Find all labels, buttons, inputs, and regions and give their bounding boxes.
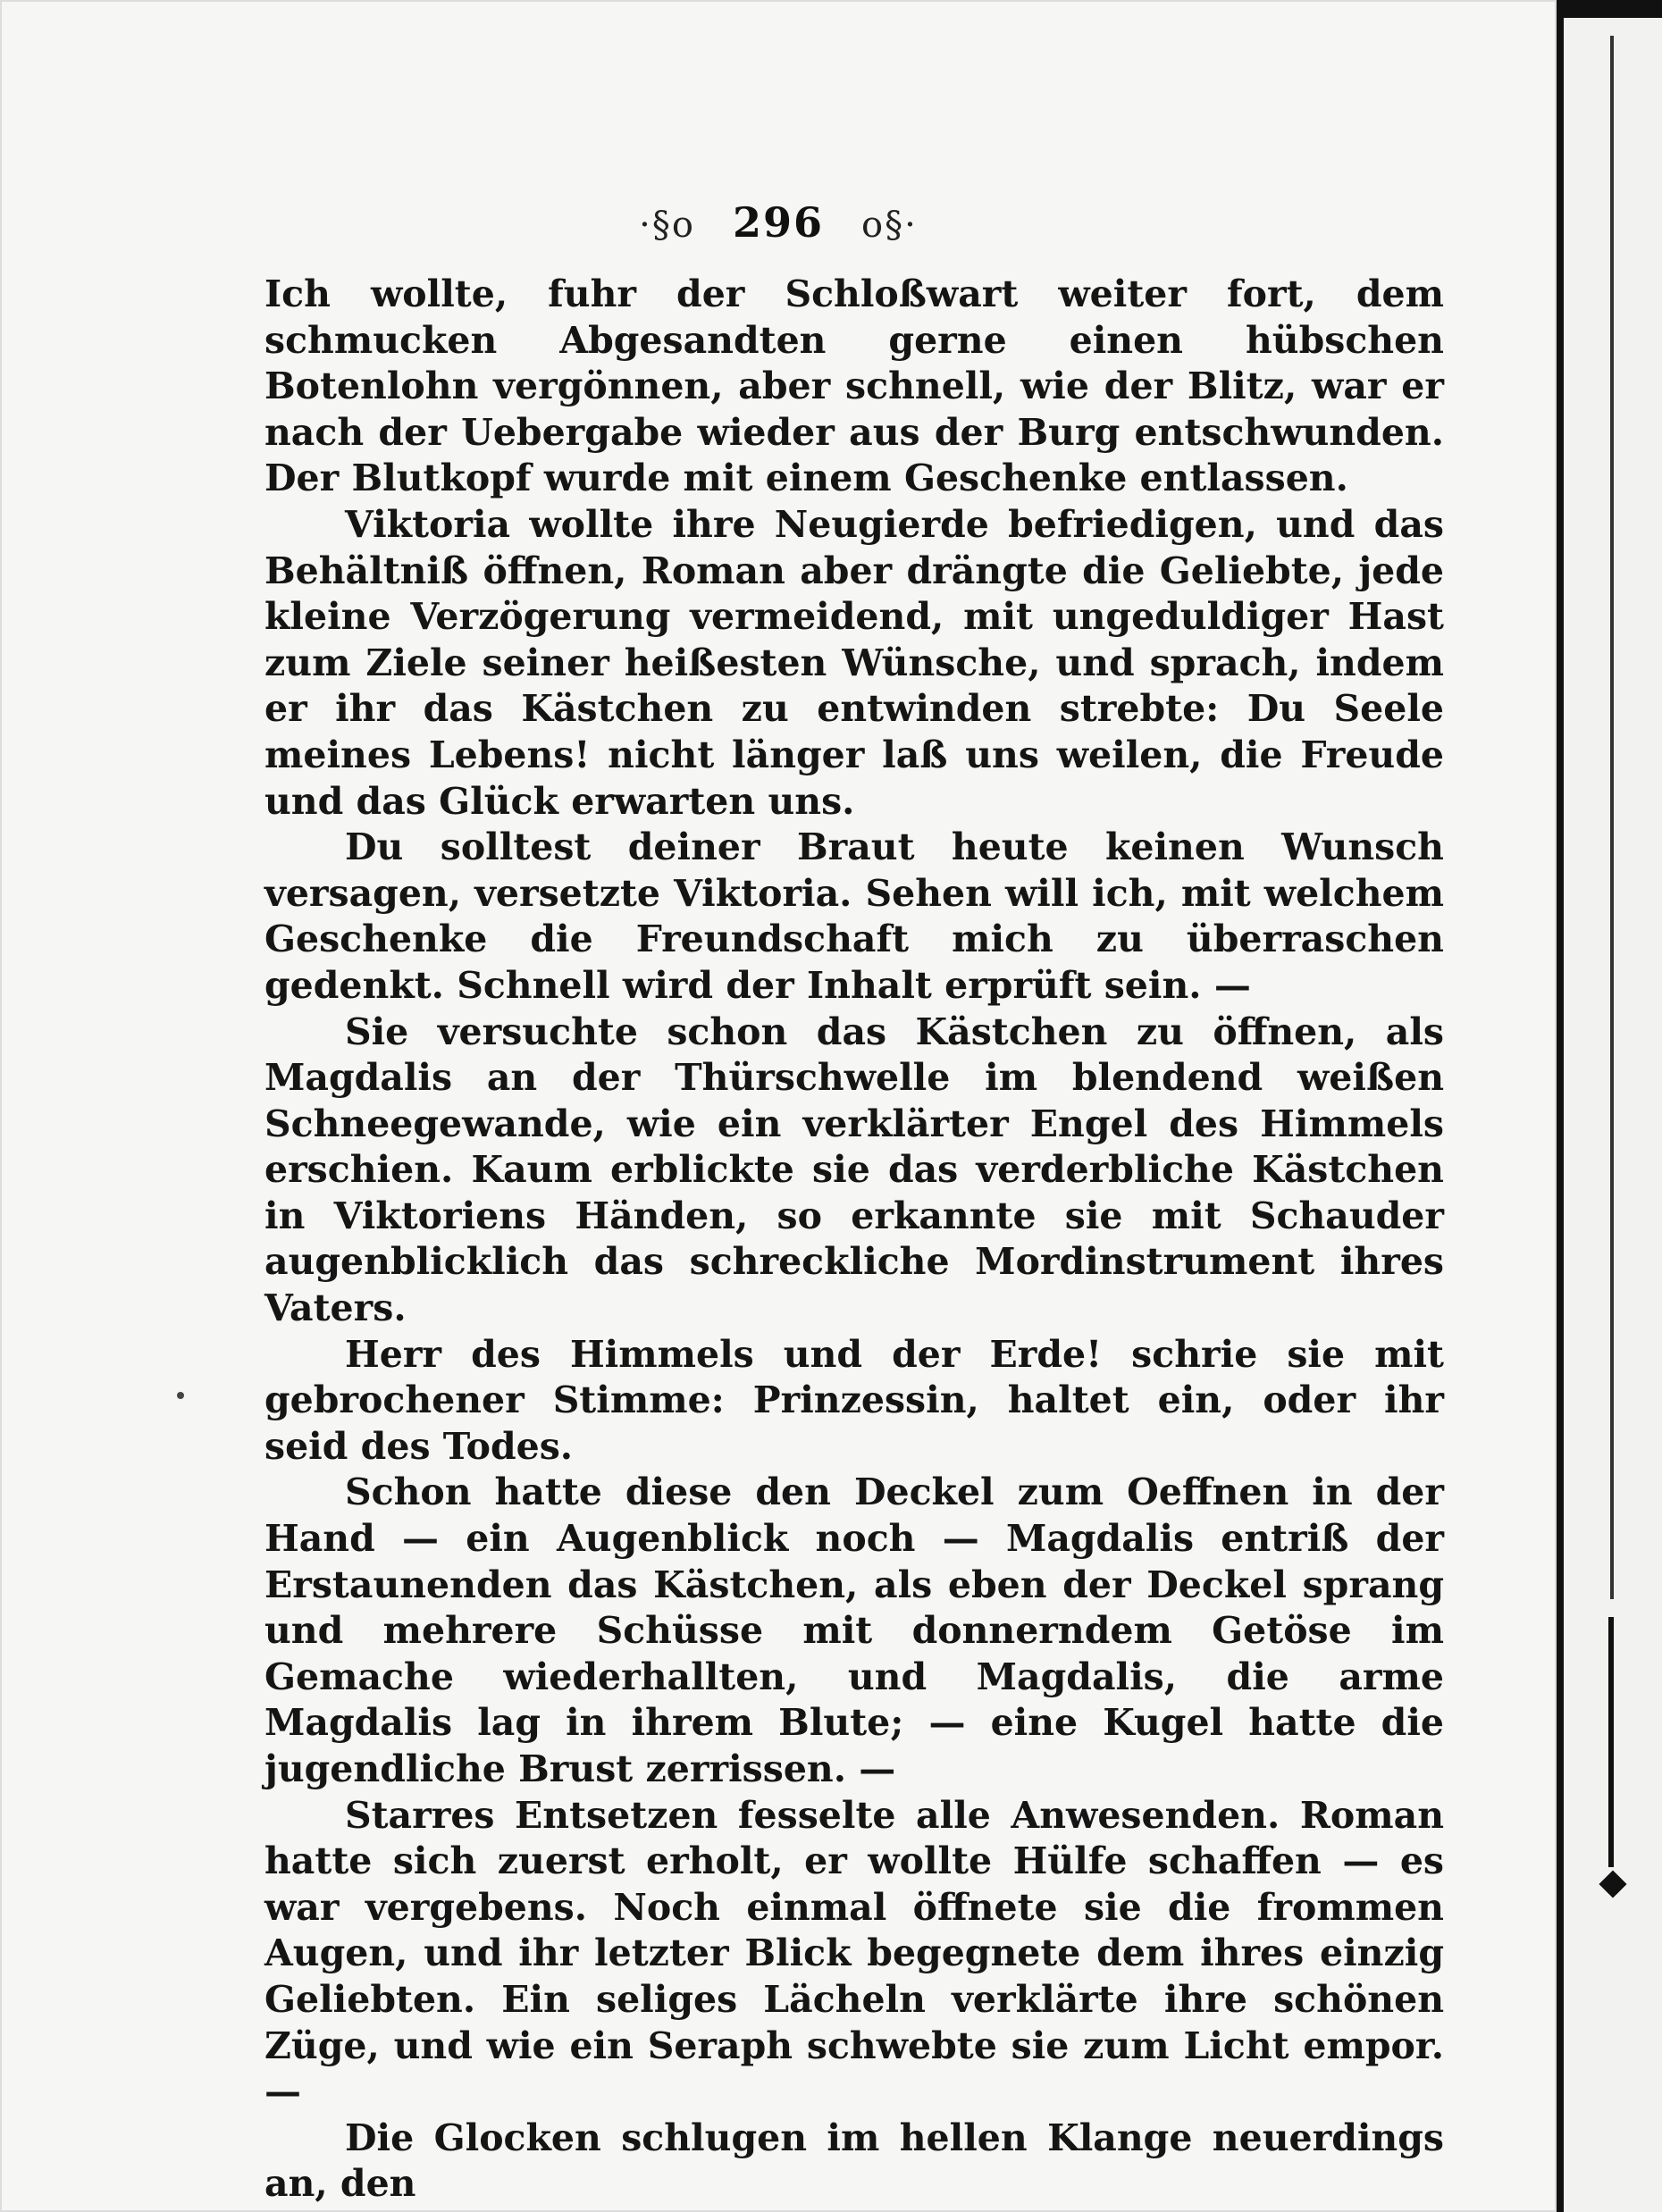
paragraph-3: Du solltest deiner Braut heute keinen Wunsch versagen, versetzte Viktoria. Sehen will ich, mit welchem Geschenke die Freundschaft mich zu überraschen gedenkt. Schnell wird der Inhalt erprüft sein. — [264,825,1444,1007]
paragraph-2: Viktoria wollte ihre Neugierde befriedigen, und das Behältniß öffnen, Roman aber drängte die Geliebte, jede kleine Verzögerung vermeidend, mit ungeduldiger Hast zum Ziele seiner heißesten Wünsche, und sprach, indem er ihr das Kästchen zu entwinden strebte: Du Seele meines Lebens! nicht länger laß uns weilen, die Freude und das Glück erwarten uns. [264,502,1444,823]
adjacent-page-edge [1557,0,1662,2212]
paragraph-1: Ich wollte, fuhr der Schloßwart weiter fort, dem schmucken Abgesandten gerne einen hübschen Botenlohn vergönnen, aber schnell, wie der Blitz, war er nach der Uebergabe wieder aus der Burg entschwunden. Der Blutkopf wurde mit einem Geschenke entlassen. [264,272,1444,500]
page-number: 296 [732,198,825,247]
paragraph-4: Sie versuchte schon das Kästchen zu öffnen, als Magdalis an der Thürschwelle im blendend weißen Schneegewande, wie ein verklärter Engel des Himmels erschien. Kaum erblickte sie das verderbliche Kästchen in Viktoriens Händen, so erkannte sie mit Schauder augenblicklich das schreckliche Mordinstrument ihres Vaters. [264,1010,1444,1330]
binding-edge-line [1557,0,1564,2212]
diamond-ornament-icon [1599,1870,1626,1898]
scan-shadow-top [1557,0,1662,18]
margin-rule [1610,36,1614,1599]
paragraph-6: Schon hatte diese den Deckel zum Oeffnen in der Hand — ein Augenblick noch — Magdalis entriß der Erstaunenden das Kästchen, als eben der Deckel sprang und mehrere Schüsse mit donnerndem Getöse im Gemache wiederhallten, und Magdalis, die arme Magdalis lag in ihrem Blute; — eine Kugel hatte die jugendliche Brust zerrissen. — [264,1470,1444,1790]
paragraph-8: Die Glocken schlugen im hellen Klange neuerdings an, den [264,2116,1444,2206]
paragraph-5: Herr des Himmels und der Erde! schrie sie mit gebrochener Stimme: Prinzessin, haltet ein, oder ihr seid des Todes. [264,1332,1444,1468]
page-header [0,198,1557,247]
margin-speck [177,1392,184,1399]
body-text [264,272,1444,2208]
paragraph-7: Starres Entsetzen fesselte alle Anwesenden. Roman hatte sich zuerst erholt, er wollte Hülfe schaffen — es war vergebens. Noch einmal öffnete sie die frommen Augen, und ihr letzter Blick begegnete dem ihres einzig Geliebten. Ein seliges Lächeln verklärte ihre schönen Züge, und wie ein Seraph schwebte sie zum Licht empor. — [264,1793,1444,2114]
right-ornament: o§· [861,205,918,246]
left-ornament: ·§o [639,205,695,246]
margin-rule-thick [1608,1617,1614,1867]
